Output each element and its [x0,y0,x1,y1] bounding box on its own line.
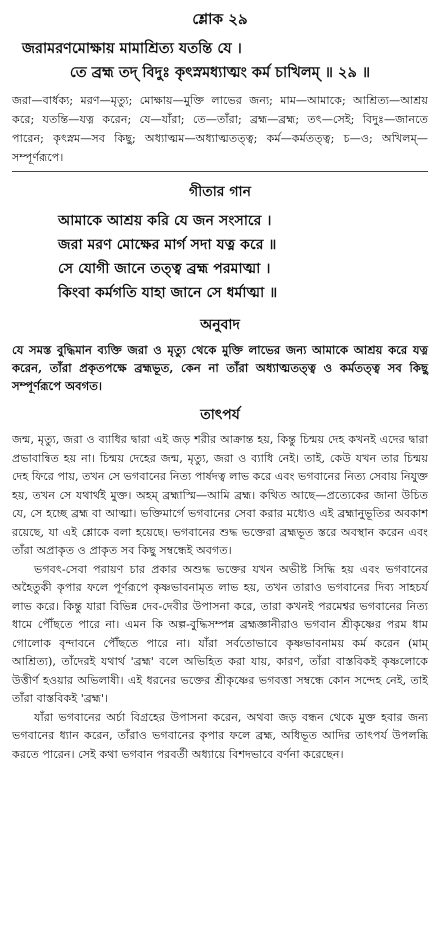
synonyms-text: জরা—বার্ধক্য; মরণ—মৃত্যু; মোক্ষায়—মুক্তি লাভের জন্য; মাম—আমাকে; আশ্রিত্য—আশ্রয় করে; যতন্তি—যত্ন করেন; যে—যাঁরা; তে—তাঁরা; ব্রহ্ম—ব্রহ্ম; তৎ—সেই; বিদুঃ—জানতে পারেন; কৃৎস্নম—সব কিছু; অধ্যাত্মম—অধ্যাত্মতত্ত্ব; কর্ম—কর্মতত্ত্ব; চ—ও; অখিলম্—সম্পূর্ণরূপে। [12,94,428,164]
song-line: আমাকে আশ্রয় করি যে জন সংসারে । [58,213,272,229]
section-divider [12,171,428,172]
song-line: কিংবা কর্মগতি যাহা জানে সে ধর্মাত্মা ॥ [58,285,278,301]
translation-text: যে সমস্ত বুদ্ধিমান ব্যক্তি জরা ও মৃত্যু থেকে মুক্তি লাভের জন্য আমাকে আশ্রয় করে যত্ন করেন, তাঁরা প্রকৃতপক্ষে ব্রহ্মভূত, কেন না তাঁরা অধ্যাত্মতত্ত্ব ও কর্মতত্ত্ব সব কিছু সম্পূর্ণরূপে অবগত। [12,343,428,393]
sanskrit-line-1: জরামরণমোক্ষায় মামাশ্রিত্য যতন্তি যে । [22,40,242,57]
purport-body [12,431,428,764]
purport-paragraph: যাঁরা ভগবানের অর্চা বিগ্রহের উপাসনা করেন, অথবা জড় বন্ধন থেকে মুক্ত হবার জন্য ভগবানের ধ্যান করেন, তাঁরাও ভগবানের কৃপার ফলে ব্রহ্ম, অধিভূত আদির তাৎপর্য উপলব্ধি করতে পারেন। সেই কথা ভগবান পরবর্তী অধ্যায়ে বিশদভাবে বর্ণনা করেছেন। [12,710,428,761]
translation-heading: অনুবাদ [200,317,240,333]
verse-number: শ্লোক ২৯ [192,10,248,28]
purport-paragraph: ভগবৎ-সেবা পরায়ণ চার প্রকার অশুদ্ধ ভক্তের যখন অভীষ্ট সিদ্ধি হয় এবং ভগবানের অহৈতুকী কৃপার ফলে পূর্ণরূপে কৃষ্ণভাবনামৃত লাভ হয়, তখন তারাও ভগবানের দিব্য সাহচর্য লাভ করে। কিন্তু যারা বিভিন্ন দেব-দেবীর উপাসনা করে, তারা কখনই পরমেশ্বর ভগবানের নিত্য ধামে পৌঁছতে পারে না। এমন কি অল্প-বুদ্ধিসম্পন্ন ব্রহ্মজ্ঞানীরাও ভগবান শ্রীকৃষ্ণের পরম ধাম গোলোক বৃন্দাবনে পৌঁছতে পারে না। যাঁরা সর্বতোভাবে কৃষ্ণভাবনাময় কর্ম করেন (মাম্ আশ্রিত্য), তাঁদেরই যথার্থ 'ব্রহ্ম' বলে অভিহিত করা যায়, কারণ, তাঁরা বাস্তবিকই কৃষ্ণলোকে উত্তীর্ণ হওয়ার অভিলাষী। এই ধরনের ভক্তের শ্রীকৃষ্ণের ভগবত্তা সম্বন্ধে কোন সন্দেহ নেই, তাই তাঁরা বাস্তবিকই 'ব্রহ্ম'। [12,562,428,705]
song-title: গীতার গান [189,184,251,200]
song-verses [58,209,428,305]
sanskrit-line-2: তে ব্রহ্ম তদ্ বিদুঃ কৃৎস্নমধ্যাত্মং কর্ম চাখিলম্ ॥ ২৯ ॥ [69,64,371,81]
song-line: সে যোগী জানে তত্ত্ব ব্রহ্ম পরমাত্মা । [58,261,271,277]
song-line: জরা মরণ মোক্ষের মার্গ সদা যত্ন করে ॥ [58,237,277,253]
purport-heading: তাৎপর্য [200,407,240,423]
purport-paragraph: জন্ম, মৃত্যু, জরা ও ব্যাধির দ্বারা এই জড় শরীর আক্রান্ত হয়, কিন্তু চিন্ময় দেহ কখনই এদের দ্বারা প্রভাবান্বিত হয় না। চিন্ময় দেহের জন্ম, মৃত্যু, জরা ও ব্যাধি নেই। তাই, কেউ যখন তার চিন্ময় দেহ ফিরে পায়, তখন সে ভগবানের নিত্য পার্ষদত্ব লাভ করে এবং ভগবানের নিত্য সেবায় নিযুক্ত হয়, তখন সে যথার্থই মুক্ত। অহম্ ব্রহ্মাস্মি—আমি ব্রহ্ম। কথিত আছে—প্রত্যেকের জানা উচিত যে, সে হচ্ছে ব্রহ্ম বা আত্মা। ভক্তিমার্গে ভগবানের সেবা করার মধ্যেও এই ব্রহ্মানুভূতির অবকাশ রয়েছে, যা এই শ্লোকে বলা হয়েছে। ভগবানের শুদ্ধ ভক্তেরা ব্রহ্মভূত স্তরে অবস্থান করেন এবং তাঁরা অপ্রাকৃত ও প্রাকৃত সব কিছু সম্বন্ধেই অবগত। [12,433,428,557]
